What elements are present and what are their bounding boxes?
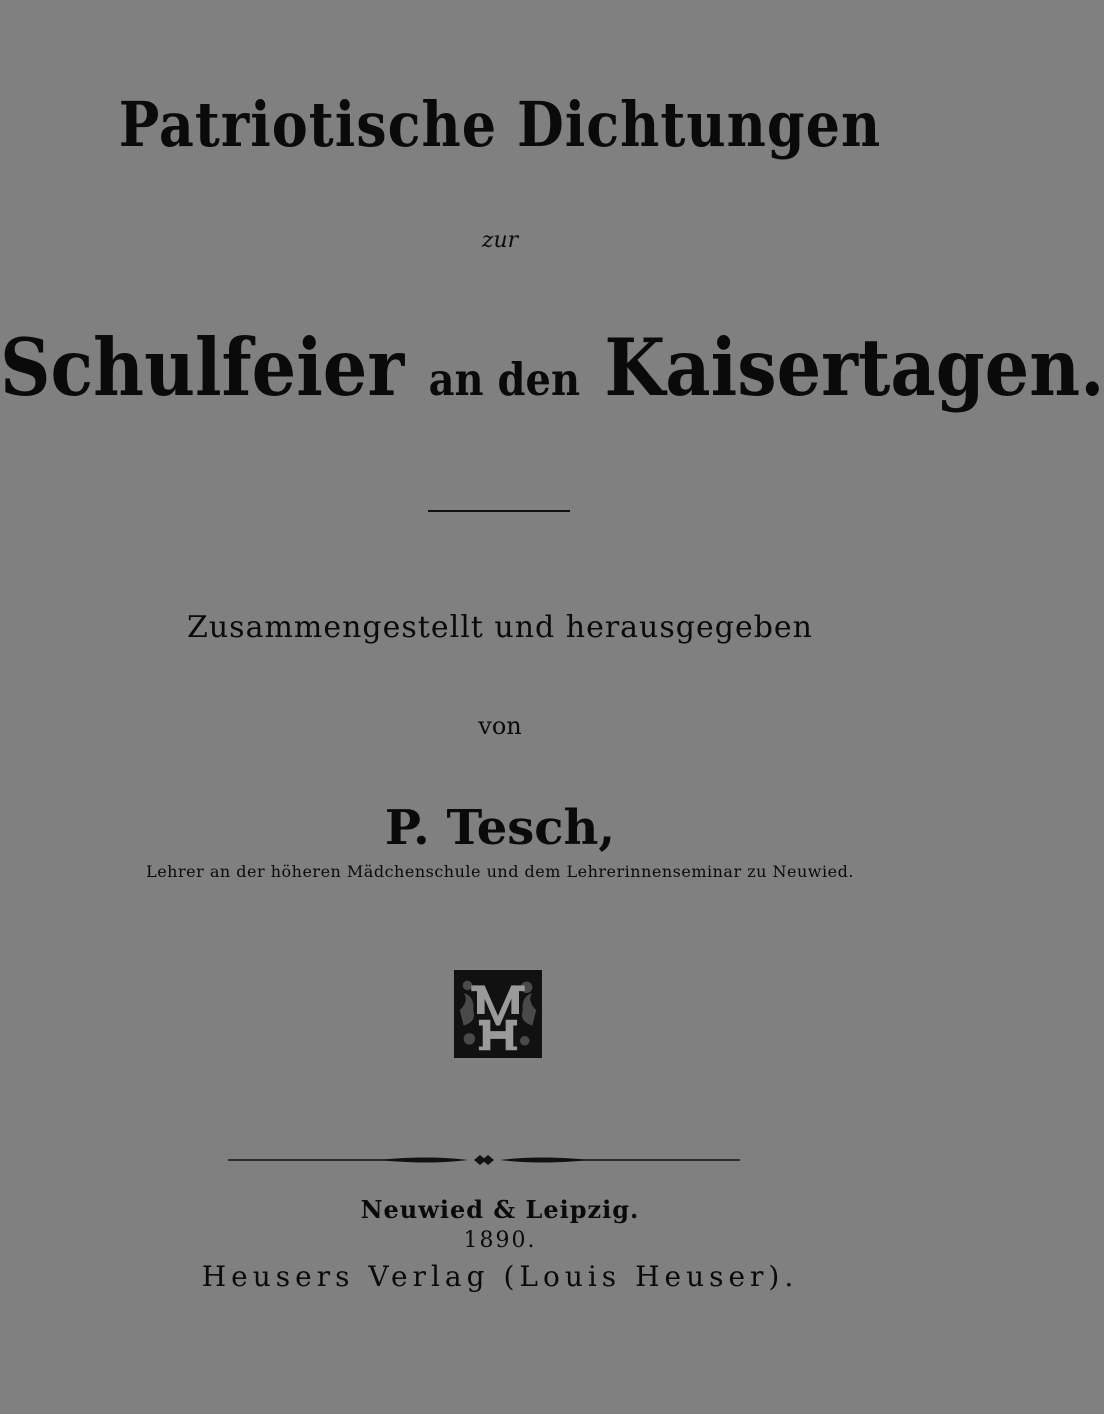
imprint-publisher: Heusers Verlag (Louis Heuser). <box>201 1260 799 1293</box>
compiled-by-line: Zusammengestellt und herausgegeben <box>187 610 813 645</box>
title-word-schulfeier: Schulfeier <box>0 321 405 414</box>
short-divider <box>428 510 570 512</box>
publisher-monogram-icon <box>456 972 540 1056</box>
author-name: P. Tesch, <box>384 800 616 856</box>
author-role: Lehrer an der höheren Mädchenschule und dem Lehrerinnenseminar zu Neuwied. <box>146 862 854 881</box>
title-connector: zur <box>481 228 519 253</box>
imprint-year: 1890. <box>463 1228 537 1253</box>
publisher-logo <box>454 970 542 1058</box>
title-line-1: Patriotische Dichtungen <box>118 87 882 161</box>
title-line-2 <box>0 321 1104 414</box>
imprint-place: Neuwied & Leipzig. <box>360 1195 640 1224</box>
title-words-an-den: an den <box>428 353 581 407</box>
von-line: von <box>478 712 522 740</box>
title-word-kaisertagen: Kaisertagen. <box>604 321 1104 414</box>
ornamental-rule <box>228 1150 740 1170</box>
